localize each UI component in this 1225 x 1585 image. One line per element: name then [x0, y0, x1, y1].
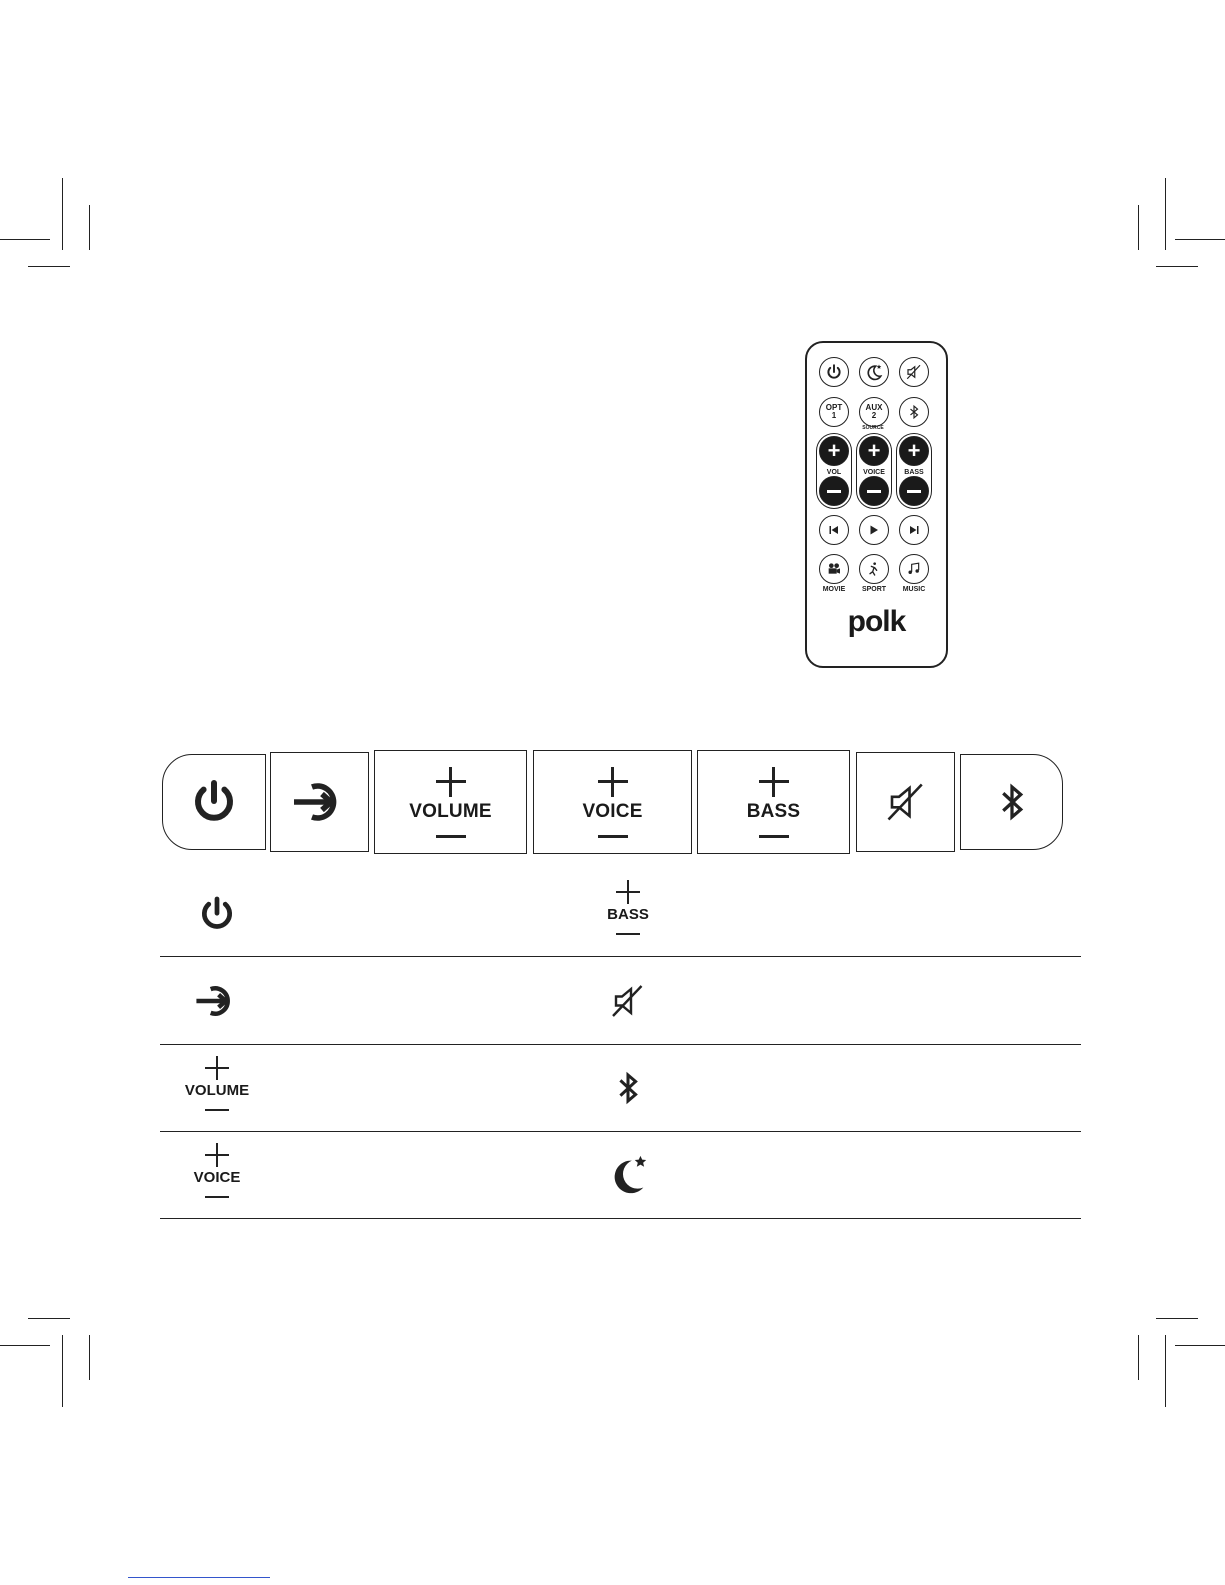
- minus-icon: [907, 490, 921, 493]
- play-icon: [868, 524, 880, 536]
- bar-mute-button[interactable]: [856, 752, 955, 852]
- remote-bluetooth-button[interactable]: [899, 397, 929, 427]
- bass-label: BASS: [904, 469, 924, 476]
- plus-icon: [205, 1143, 229, 1167]
- crop-mark: [28, 1318, 70, 1319]
- mute-icon: [885, 781, 927, 823]
- bar-power-button[interactable]: [162, 754, 266, 850]
- legend-source: [157, 982, 277, 1020]
- bar-voice-label: VOICE: [582, 800, 643, 822]
- remote-power-button[interactable]: [819, 357, 849, 387]
- legend-mute: [568, 983, 688, 1019]
- table-divider: [160, 1044, 1081, 1045]
- power-icon: [190, 778, 238, 826]
- sport-icon: [866, 561, 882, 577]
- plus-icon: [598, 767, 628, 797]
- crop-mark: [1138, 1335, 1139, 1380]
- plus-icon: [759, 767, 789, 797]
- music-button[interactable]: [899, 554, 929, 584]
- legend-bass: [568, 880, 688, 935]
- power-icon: [198, 895, 236, 933]
- crop-mark: [1175, 1345, 1225, 1346]
- legend-night-mode: [568, 1152, 688, 1198]
- plus-icon: [436, 767, 466, 797]
- bass-down-button[interactable]: [899, 476, 929, 506]
- legend-voice: [157, 1143, 277, 1198]
- minus-icon: [827, 490, 841, 493]
- legend-volume-label: VOLUME: [184, 1082, 250, 1099]
- remote-opt1-button[interactable]: [819, 397, 849, 427]
- table-divider: [160, 1131, 1081, 1132]
- crop-mark: [62, 178, 63, 250]
- crop-mark: [1175, 239, 1225, 240]
- sport-label: SPORT: [861, 586, 887, 593]
- crop-mark: [1165, 178, 1166, 250]
- remote-night-button[interactable]: [859, 357, 889, 387]
- bar-bluetooth-button[interactable]: [960, 754, 1063, 850]
- crop-mark: [1165, 1335, 1166, 1407]
- remote-control: [805, 341, 948, 668]
- crop-mark: [89, 205, 90, 250]
- bar-bass-label: BASS: [746, 800, 801, 822]
- movie-label: MOVIE: [822, 586, 846, 593]
- plus-icon: +: [827, 438, 841, 463]
- play-button[interactable]: [859, 515, 889, 545]
- previous-icon: [828, 524, 840, 536]
- minus-icon: [867, 490, 881, 493]
- minus-icon: [598, 835, 628, 838]
- mute-icon: [610, 983, 646, 1019]
- voice-down-button[interactable]: [859, 476, 889, 506]
- sport-button[interactable]: [859, 554, 889, 584]
- source-input-icon: [194, 982, 240, 1020]
- next-button[interactable]: [899, 515, 929, 545]
- movie-camera-icon: [826, 561, 842, 577]
- crop-mark: [62, 1335, 63, 1407]
- vol-up-button[interactable]: [819, 436, 849, 466]
- table-divider: [160, 956, 1081, 957]
- aux-number: 2: [871, 411, 877, 420]
- opt-number: 1: [831, 411, 837, 420]
- mute-icon: [905, 363, 923, 381]
- next-icon: [908, 524, 920, 536]
- bar-volume-control[interactable]: [374, 750, 527, 854]
- bluetooth-icon: [615, 1070, 641, 1106]
- plus-icon: [616, 880, 640, 904]
- remote-aux2-button[interactable]: [859, 397, 889, 427]
- legend-bluetooth: [568, 1070, 688, 1106]
- legend-volume: [157, 1056, 277, 1111]
- table-divider: [160, 1218, 1081, 1219]
- previous-button[interactable]: [819, 515, 849, 545]
- voice-label: VOICE: [863, 469, 885, 476]
- minus-icon: [205, 1109, 229, 1111]
- bar-source-button[interactable]: [270, 752, 369, 852]
- vol-label: VOL: [826, 469, 842, 476]
- crop-mark: [0, 239, 50, 240]
- bar-bass-control[interactable]: [697, 750, 850, 854]
- moon-star-icon: [605, 1152, 651, 1198]
- movie-button[interactable]: [819, 554, 849, 584]
- plus-icon: +: [867, 438, 881, 463]
- opt-label: OPT: [825, 403, 843, 412]
- crop-mark: [28, 266, 70, 267]
- crop-mark: [89, 1335, 90, 1380]
- remote-mute-button[interactable]: [899, 357, 929, 387]
- legend-voice-label: VOICE: [193, 1169, 241, 1186]
- minus-icon: [759, 835, 789, 838]
- voice-up-button[interactable]: [859, 436, 889, 466]
- crop-mark: [1156, 266, 1198, 267]
- footer-link-underline: [128, 1577, 270, 1578]
- crop-mark: [1138, 205, 1139, 250]
- source-label: SOURCE: [862, 425, 884, 431]
- minus-icon: [436, 835, 466, 838]
- bass-up-button[interactable]: [899, 436, 929, 466]
- bluetooth-icon: [907, 404, 921, 420]
- bar-volume-label: VOLUME: [409, 800, 492, 822]
- crop-mark: [1156, 1318, 1198, 1319]
- minus-icon: [205, 1196, 229, 1198]
- bar-voice-control[interactable]: [533, 750, 692, 854]
- polk-logo: polk: [847, 605, 906, 638]
- legend-bass-label: BASS: [607, 906, 649, 923]
- minus-icon: [616, 933, 640, 935]
- aux-label: AUX: [865, 403, 883, 412]
- plus-icon: [205, 1056, 229, 1080]
- legend-power: [157, 895, 277, 933]
- music-label: MUSIC: [902, 586, 926, 593]
- source-input-icon: [292, 778, 348, 826]
- bluetooth-icon: [997, 782, 1027, 822]
- plus-icon: +: [907, 438, 921, 463]
- crop-mark: [0, 1345, 50, 1346]
- vol-down-button[interactable]: [819, 476, 849, 506]
- music-note-icon: [907, 561, 921, 577]
- power-icon: [825, 363, 843, 381]
- moon-star-icon: [864, 362, 884, 382]
